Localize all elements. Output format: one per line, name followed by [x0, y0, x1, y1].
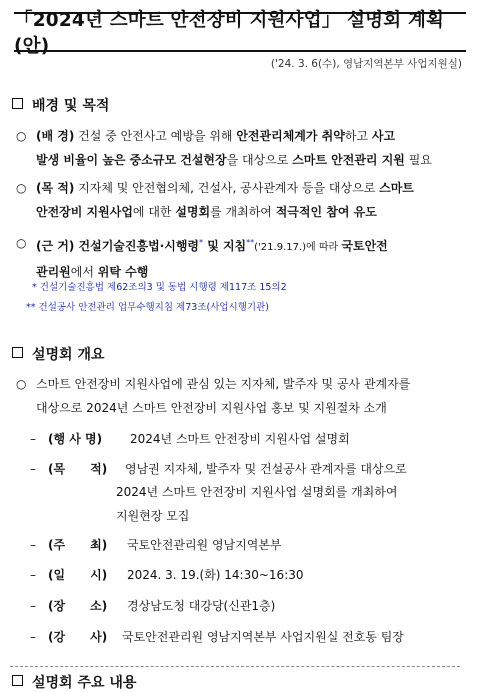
- section-main-content: [12, 672, 136, 692]
- text-span: 사고: [371, 129, 396, 143]
- detail-value: 2024. 3. 19.(화) 14:30~16:30: [127, 568, 304, 582]
- text-span: ('21.9.17.)에 따라: [254, 242, 342, 253]
- document-meta: ('24. 3. 6(수), 영남지역본부 사업지원실): [270, 58, 462, 70]
- divider: [10, 666, 460, 667]
- detail-value: 국토안전관리원 영남지역본부: [127, 538, 282, 552]
- text-span: 스마트: [379, 181, 414, 195]
- circle-bullet-icon: ○: [16, 129, 27, 143]
- footnote-2: ** 건설공사 안전관리 업무수행지침 제73조(사업시행기관): [26, 302, 269, 313]
- text-span: 안전관리체계가 취약: [236, 129, 345, 143]
- bullet-key: (배 경): [36, 129, 75, 143]
- text-span: 건설기술진흥법·시행령: [74, 239, 200, 253]
- detail-value: 지원현장 모집: [116, 509, 190, 523]
- detail-value: 2024년 스마트 안전장비 지원사업 설명회: [130, 432, 350, 446]
- document-title: 「2024년 스마트 안전장비 지원사업」 설명회 계획(안): [14, 10, 445, 57]
- text-span: 설명회: [175, 205, 211, 219]
- text-span: 발생 비율이 높은 중소규모 건설현장: [36, 153, 227, 167]
- bullet-purpose: [16, 176, 463, 224]
- detail-value: 국토안전관리원 영남지역본부 사업지원실 전호동 팀장: [122, 630, 404, 644]
- dash-mark: –: [30, 462, 36, 476]
- circle-bullet-icon: ○: [16, 236, 27, 250]
- text-span: 건설 중 안전사고 예방을 위해: [74, 129, 237, 143]
- text-span: 스마트 안전장비 지원사업에 관심 있는 지자체, 발주자 및 공사 관계자를: [36, 377, 411, 391]
- dash-mark: –: [30, 630, 36, 644]
- circle-bullet-icon: ○: [16, 181, 27, 195]
- dash-mark: –: [30, 568, 36, 582]
- section-overview: [12, 344, 105, 364]
- dash-mark: –: [30, 599, 36, 613]
- footnote-mark: *: [199, 238, 204, 247]
- detail-value: 2024년 스마트 안전장비 지원사업 설명회를 개최하여: [116, 485, 398, 499]
- text-span: 하고: [344, 129, 372, 143]
- text-span: 국토안전: [341, 239, 388, 253]
- text-span: 을 대상으로: [226, 153, 293, 167]
- detail-label: (목 적): [48, 462, 108, 476]
- detail-label: (장 소): [48, 599, 108, 613]
- section-background-purpose: [12, 95, 109, 115]
- text-span: 에 대한: [132, 205, 176, 219]
- square-bullet-icon: [12, 98, 23, 109]
- detail-label: (일 시): [48, 568, 108, 582]
- section-title: 설명회 주요 내용: [32, 675, 137, 691]
- text-span: 에서: [70, 265, 98, 279]
- text-span: 필요: [404, 153, 432, 167]
- text-span: 지자체 및 안전협의체, 건설사, 공사관계자 등을 대상으로: [74, 181, 380, 195]
- footnote-1: * 건설기술진흥법 제62조의3 및 동법 시행령 제117조 15의2: [32, 282, 287, 293]
- detail-label: (강 사): [48, 630, 108, 644]
- bullet-background: [16, 124, 463, 172]
- detail-value: 영남권 지자체, 발주자 및 건설공사 관계자를 대상으로: [125, 462, 407, 476]
- bullet-key: (근 거): [36, 239, 75, 253]
- detail-label: (행 사 명): [48, 432, 103, 446]
- text-span: 및 지침: [203, 239, 247, 253]
- text-span: 안전장비 지원사업: [36, 205, 133, 219]
- circle-bullet-icon: ○: [16, 377, 27, 391]
- section-title: 배경 및 목적: [32, 98, 110, 114]
- dash-mark: –: [30, 432, 36, 446]
- text-span: 적극적인 참여 유도: [275, 205, 377, 219]
- detail-label: (주 최): [48, 538, 108, 552]
- text-span: 를 개최하여: [210, 205, 276, 219]
- text-span: 위탁 수행: [97, 265, 149, 279]
- bullet-basis: [16, 231, 463, 284]
- text-span: 대상으로 2024년 스마트 안전장비 지원사업 홍보 및 지원절차 소개: [36, 401, 387, 415]
- text-span: 스마트 안전관리 지원: [292, 153, 405, 167]
- bullet-overview: [16, 372, 463, 420]
- title-box: [14, 10, 466, 57]
- detail-value: 경상남도청 대강당(신관1층): [127, 599, 276, 613]
- bullet-key: (목 적): [36, 181, 75, 195]
- footnote-mark: **: [246, 238, 255, 247]
- section-title: 설명회 개요: [32, 347, 105, 363]
- square-bullet-icon: [12, 347, 23, 358]
- dash-mark: –: [30, 538, 36, 552]
- text-span: 관리원: [36, 265, 71, 279]
